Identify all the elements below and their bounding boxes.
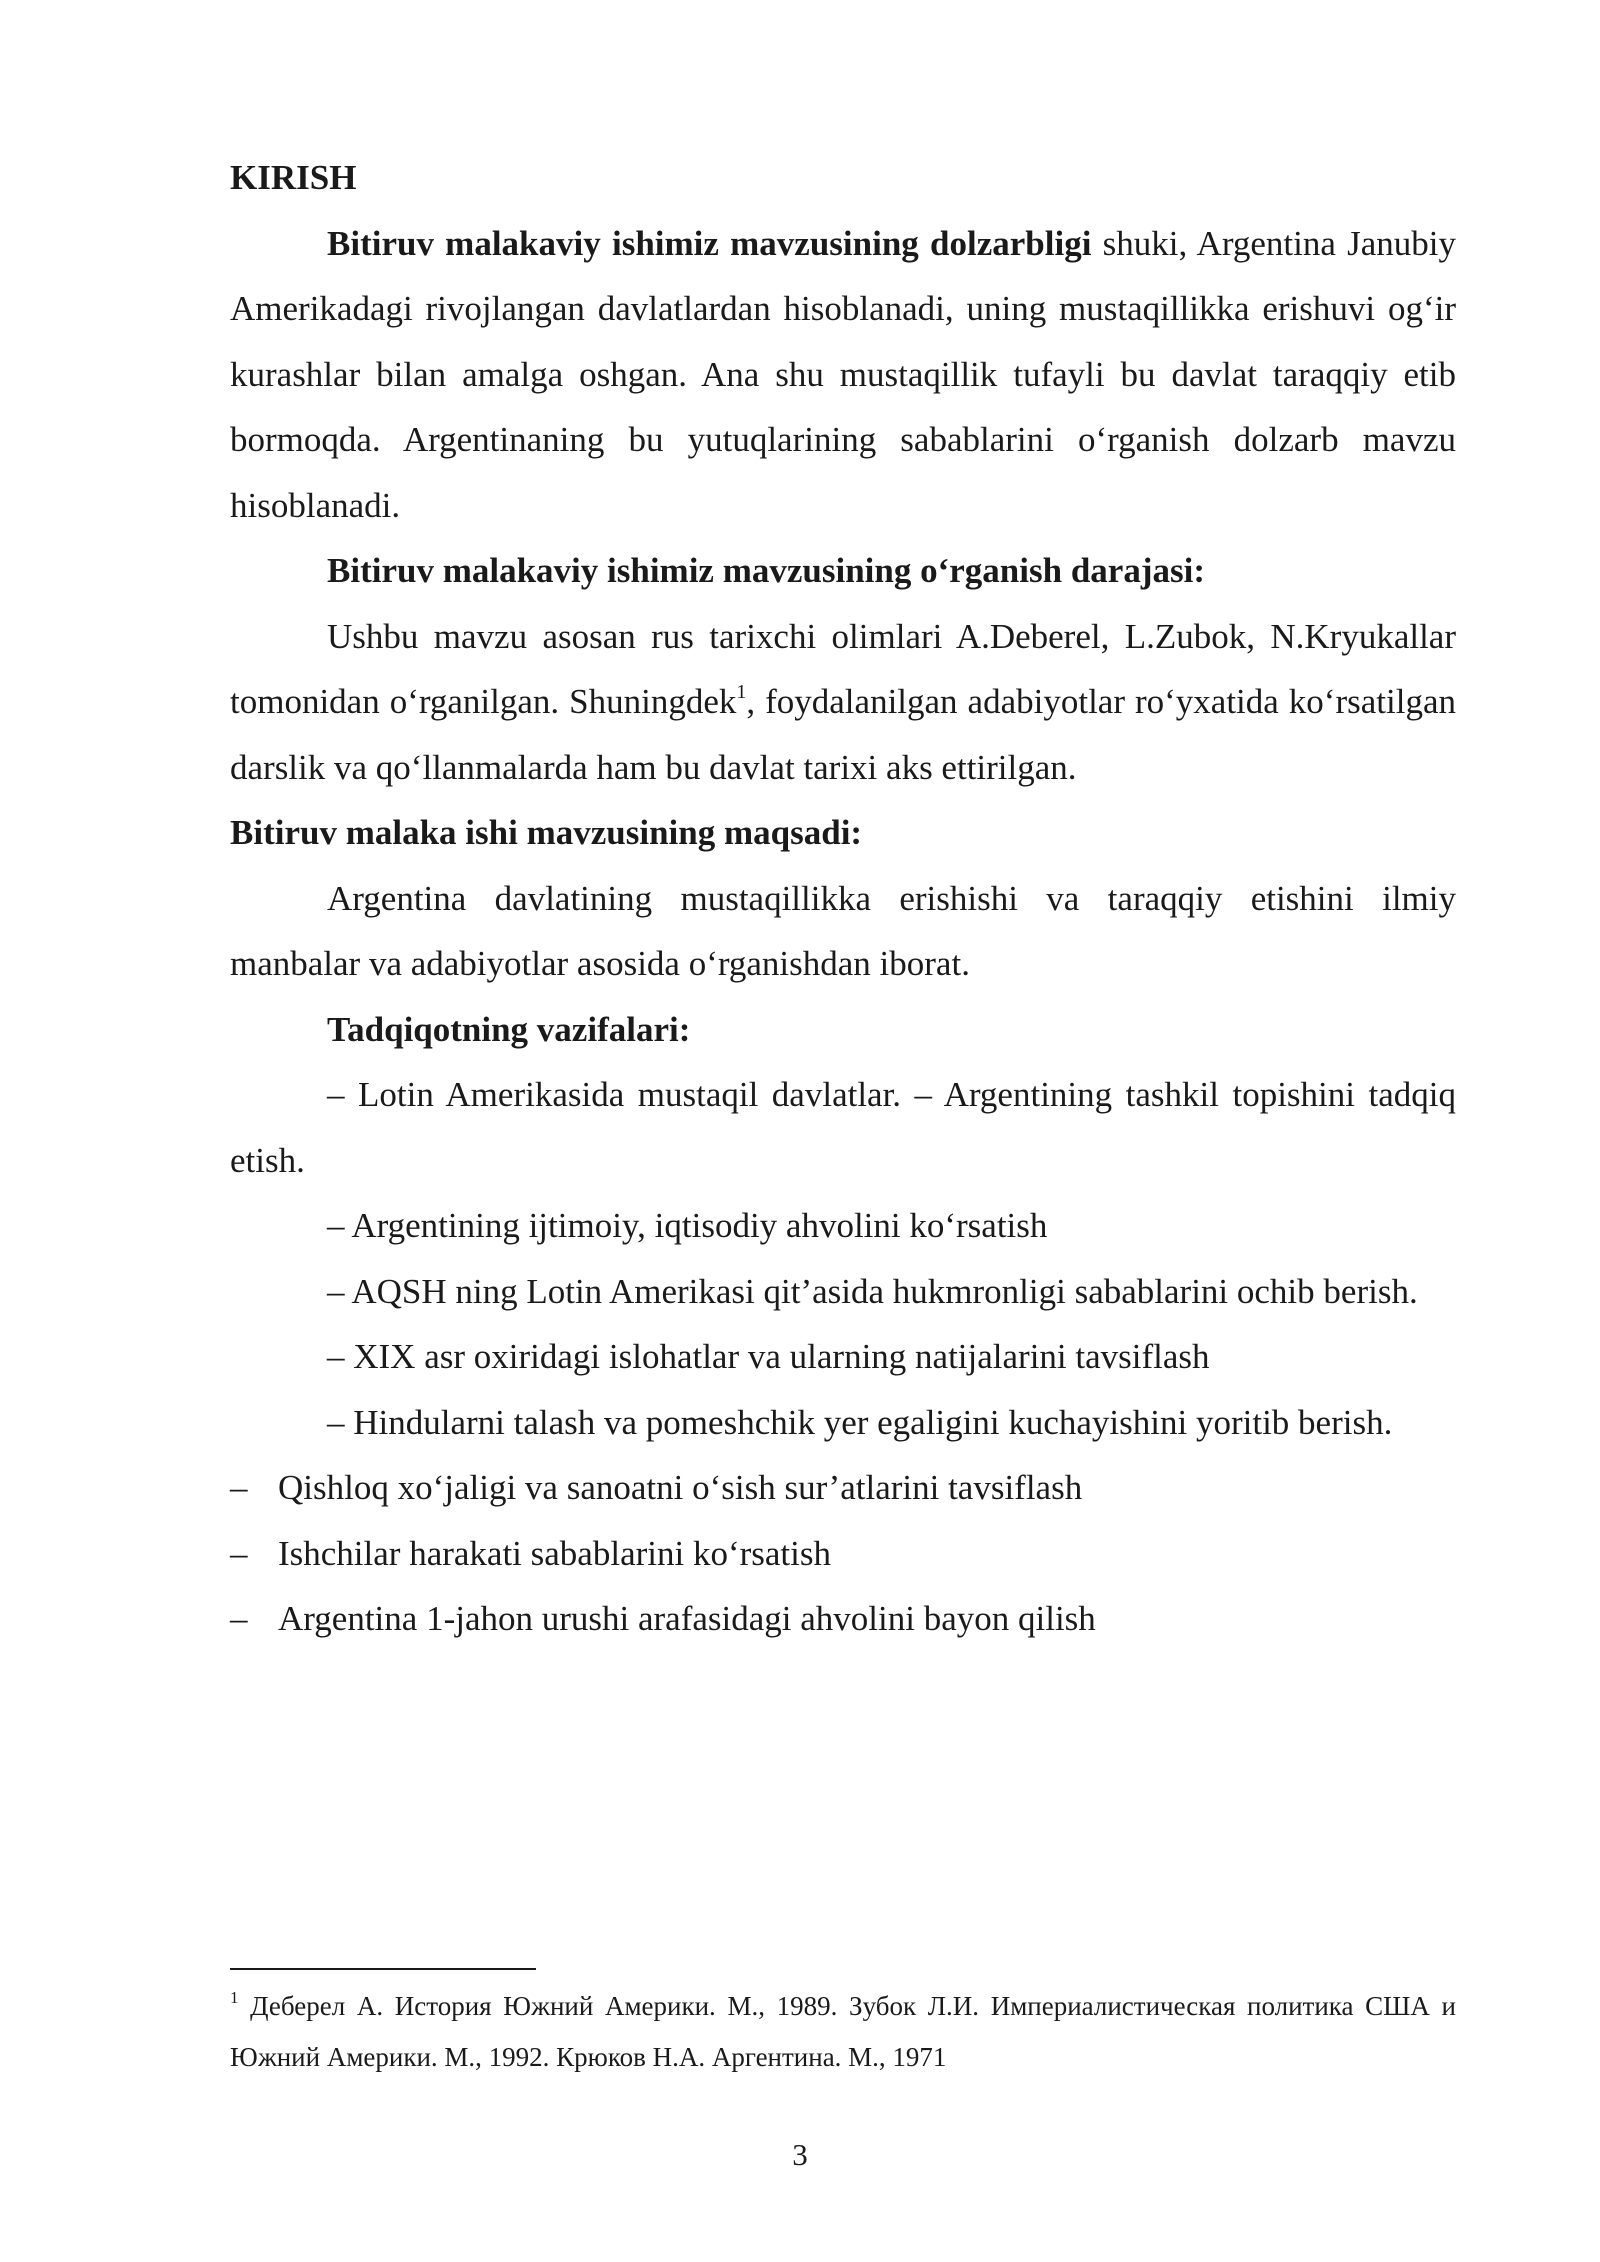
task-list-item <box>230 1455 1456 1521</box>
task-item: – Hindularni talash va pomeshchik yer egaligini kuchayishini yoritib berish. <box>327 1402 1393 1442</box>
task-item: – Argentining ijtimoiy, iqtisodiy ahvolini ko‘rsatish <box>327 1206 1048 1245</box>
relevance-label: Bitiruv malakaviy ishimiz mavzusining dolzarbligi <box>327 223 1092 263</box>
task-list-item-text: Argentina 1-jahon urushi arafasidagi ahvolini bayon qilish <box>278 1599 1096 1638</box>
footnote-mark: 1 <box>230 1988 239 2007</box>
goal-label: Bitiruv malaka ishi mavzusining maqsadi: <box>230 813 863 852</box>
list-dash: – <box>230 1468 248 1507</box>
task-item: – Lotin Amerikasida mustaqil davlatlar. – Argentining tashkil topishini tadqiq etish. <box>230 1075 1456 1180</box>
study-degree-label: Bitiruv malakaviy ishimiz mavzusining o‘rganish darajasi: <box>327 551 1205 590</box>
relevance-paragraph <box>230 211 1456 539</box>
footnote-separator <box>230 1968 536 1970</box>
study-degree-text-before: Ushbu mavzu asosan rus tarixchi olimlari A.Deberel, L.Zubok, N.Kryukallar tomonidan o‘rganilgan. Shuningdek <box>230 616 1456 721</box>
task-item: – XIX asr oxiridagi islohatlar va ularning natijalarini tavsiflash <box>327 1337 1210 1376</box>
task-item: – AQSH ning Lotin Amerikasi qit’asida hukmronligi sabablarini ochib berish. <box>327 1271 1418 1311</box>
task-list-item-text: Ishchilar harakati sabablarini ko‘rsatish <box>278 1533 831 1573</box>
task-list-item <box>230 1521 1456 1587</box>
task-list-item <box>230 1586 1456 1652</box>
tasks-label: Tadqiqotning vazifalari: <box>327 1009 691 1049</box>
relevance-text: shuki, Argentina Janubiy Amerikadagi rivojlangan davlatlardan hisoblanadi, uning mustaqillikka erishuvi og‘ir kurashlar bilan amalga oshgan. Ana shu mustaqillik tufayli bu davlat taraqqiy etib bormoqda. Argentinaning bu yutuqlarining sabablarini o‘rganish dolzarb mavzu hisoblanadi. <box>230 223 1456 525</box>
footnote-text: Деберел А. История Южний Америки. М., 1989. Зубок Л.И. Империалистическая политика США и Южний Америки. М., 1992. Крюков Н.А. Аргентина. М., 1971 <box>230 1991 1456 2072</box>
page-number: 3 <box>792 2137 808 2172</box>
list-dash: – <box>230 1533 248 1573</box>
footnote <box>230 1981 1456 2083</box>
footnote-reference[interactable]: 1 <box>736 681 747 703</box>
goal-paragraph: Argentina davlatining mustaqillikka erishishi va taraqqiy etishini ilmiy manbalar va adabiyotlar asosida o‘rganishdan iborat. <box>230 878 1456 983</box>
task-list-item-text: Qishloq xo‘jaligi va sanoatni o‘sish sur’atlarini tavsiflash <box>278 1468 1083 1507</box>
study-degree-text-after: , foydalanilgan adabiyotlar ro‘yxatida ko‘rsatilgan darslik va qo‘llanmalarda ham bu davlat tarixi aks ettirilgan. <box>230 682 1456 787</box>
list-dash: – <box>230 1599 248 1638</box>
page-body <box>230 145 1456 1652</box>
study-degree-paragraph <box>230 604 1456 801</box>
section-heading: KIRISH <box>230 158 357 197</box>
